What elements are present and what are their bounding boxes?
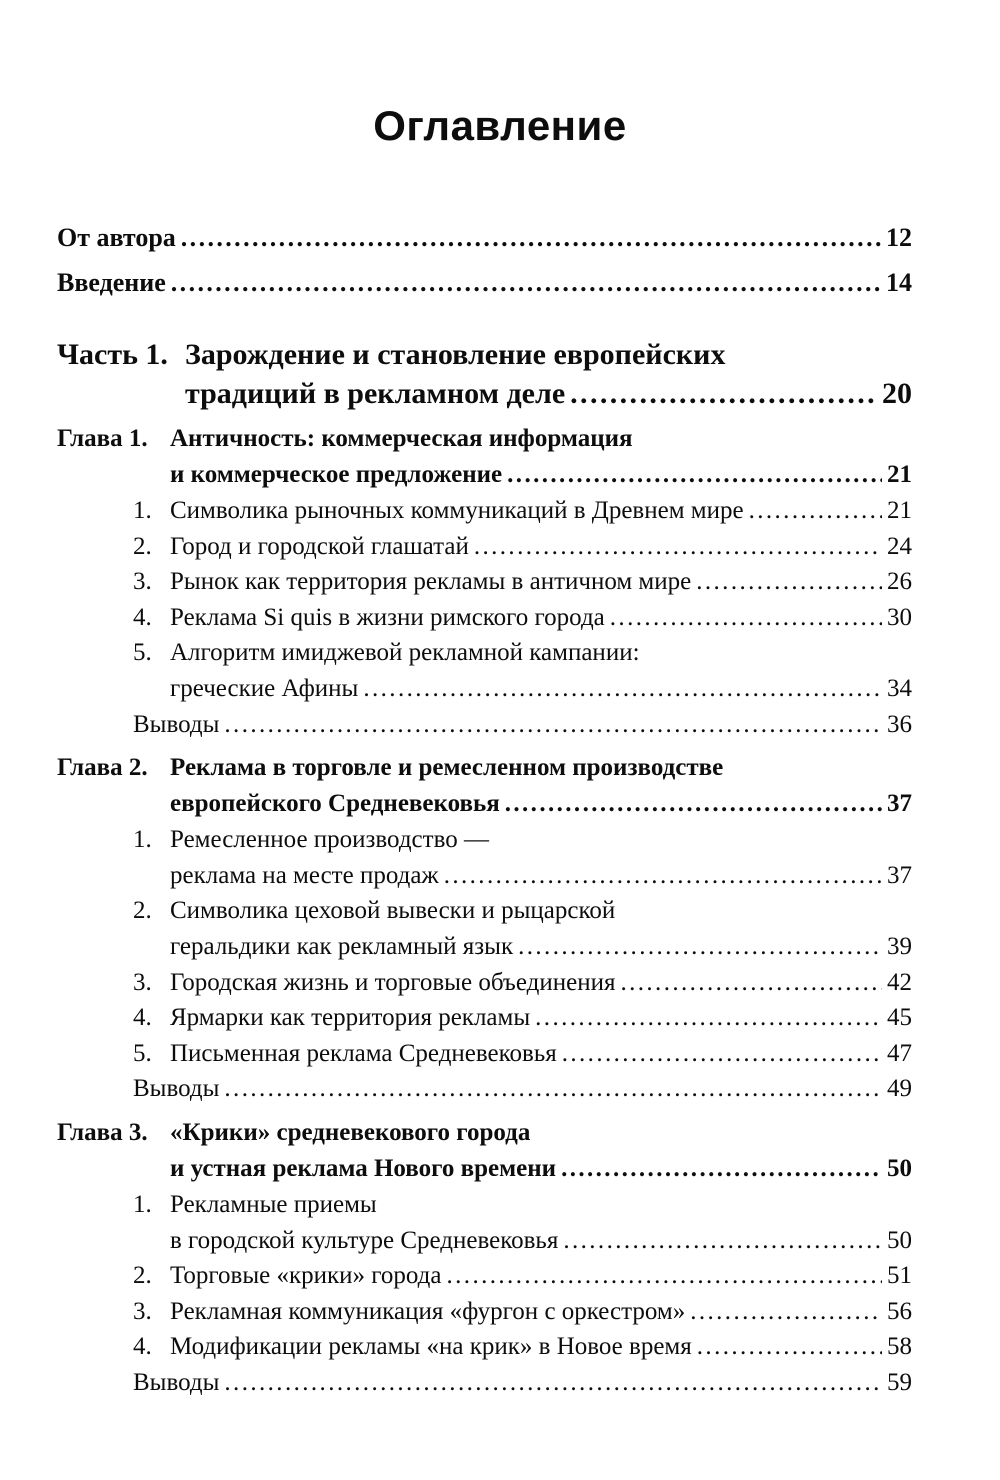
entry-title-line: Реклама в торговле и ремесленном производстве — [170, 754, 724, 782]
toc-entry-front — [57, 220, 912, 256]
entry-content — [170, 1187, 912, 1258]
entry-content — [170, 529, 912, 565]
entry-label: 5. — [133, 639, 152, 667]
dot-leader — [224, 707, 882, 743]
entry-title-line — [133, 1365, 912, 1401]
toc-entry-item — [57, 493, 912, 529]
entry-label: 4. — [133, 1333, 152, 1361]
entry-content — [133, 1071, 912, 1107]
page-number: 56 — [887, 1297, 912, 1325]
entry-content — [170, 635, 912, 706]
entry-title-line — [170, 929, 912, 965]
entry-title: Городская жизнь и торговые объединения — [170, 968, 616, 996]
toc-entry-item — [57, 564, 912, 600]
toc-entry-item — [57, 529, 912, 565]
entry-label: 4. — [133, 1004, 152, 1032]
dot-leader — [620, 965, 882, 1001]
entry-title: Ярмарки как территория рекламы — [170, 1004, 531, 1032]
page-number: 59 — [887, 1368, 912, 1396]
page-number: 34 — [887, 674, 912, 702]
dot-leader — [444, 858, 882, 894]
dot-leader — [181, 220, 881, 256]
dot-leader — [224, 1365, 882, 1401]
entry-label: 1. — [133, 1190, 152, 1218]
page-number: 26 — [887, 568, 912, 596]
entry-title-line — [170, 786, 912, 822]
entry-content — [170, 1294, 912, 1330]
dot-leader — [610, 600, 882, 636]
entry-title-line — [170, 564, 912, 600]
dot-leader — [447, 1258, 883, 1294]
entry-title-line — [170, 965, 912, 1001]
entry-title: европейского Средневековья — [170, 790, 500, 818]
entry-title-line: Символика цеховой вывески и рыцарской — [170, 897, 616, 925]
toc-entry-conclusion — [57, 1071, 912, 1107]
entry-label: Глава 3. — [57, 1118, 148, 1146]
entry-title: традиций в рекламном деле — [185, 377, 566, 410]
toc-entry-item — [57, 1000, 912, 1036]
entry-label: 1. — [133, 826, 152, 854]
entry-title: Выводы — [133, 710, 220, 738]
entry-title: Выводы — [133, 1368, 220, 1396]
entry-title-line: Рекламные приемы — [170, 1190, 377, 1218]
page-number: 14 — [886, 268, 912, 297]
toc-entry-chapter — [57, 421, 912, 493]
entry-content — [57, 265, 912, 301]
page-number: 45 — [887, 1004, 912, 1032]
entry-title-line — [170, 529, 912, 565]
entry-title-line: Ремесленное производство — — [170, 826, 489, 854]
entry-title: геральдики как рекламный язык — [170, 932, 514, 960]
page-number: 47 — [887, 1039, 912, 1067]
entry-content — [185, 335, 912, 413]
toc-entry-item — [57, 1329, 912, 1365]
entry-title-line — [57, 265, 912, 301]
page-number: 37 — [887, 861, 912, 889]
entry-content — [133, 707, 912, 743]
entry-label: 3. — [133, 568, 152, 596]
dot-leader — [505, 786, 882, 822]
entry-label: 4. — [133, 603, 152, 631]
entry-content — [170, 893, 912, 964]
dot-leader — [518, 929, 882, 965]
entry-content — [170, 965, 912, 1001]
entry-content — [170, 1036, 912, 1072]
dot-leader — [363, 671, 882, 707]
entry-title-line — [133, 1071, 912, 1107]
entry-title: и коммерческое предложение — [170, 461, 503, 488]
toc-entry-conclusion — [57, 1365, 912, 1401]
entry-title-line — [170, 1036, 912, 1072]
dot-leader — [563, 1223, 882, 1259]
toc-entry-item — [57, 965, 912, 1001]
toc-entry-chapter — [57, 750, 912, 822]
page-number: 49 — [887, 1075, 912, 1103]
toc-entry-item — [57, 1294, 912, 1330]
entry-title-line — [170, 600, 912, 636]
dot-leader — [690, 1294, 882, 1330]
entry-title-line — [133, 707, 912, 743]
entry-title: Символика рыночных коммуникаций в Древнем мире — [170, 497, 744, 524]
entry-title-line — [170, 457, 912, 493]
entry-title: Модификации рекламы «на крик» в Новое время — [170, 1333, 692, 1361]
dot-leader — [561, 1151, 882, 1187]
page-number: 36 — [887, 710, 912, 738]
dot-leader — [697, 1329, 882, 1365]
toc-entry-item — [57, 635, 912, 706]
toc-entry-item — [57, 822, 912, 893]
entry-label: 2. — [133, 897, 152, 925]
entry-label: 1. — [133, 497, 152, 524]
entry-title-line: Античность: коммерческая информация — [170, 425, 633, 452]
entry-title-line — [170, 1223, 912, 1259]
entry-label: 2. — [133, 1262, 152, 1290]
entry-content — [170, 1115, 912, 1187]
page-number: 12 — [886, 223, 912, 252]
entry-label: 5. — [133, 1039, 152, 1067]
entry-title: Рекламная коммуникация «фургон с оркестром» — [170, 1297, 686, 1325]
entry-title-line — [170, 1151, 912, 1187]
entry-label: 3. — [133, 968, 152, 996]
dot-leader — [171, 265, 881, 301]
entry-label: Глава 1. — [57, 425, 148, 452]
entry-title: Введение — [57, 268, 166, 297]
entry-content — [170, 1258, 912, 1294]
dot-leader — [474, 529, 882, 565]
page-number: 24 — [887, 532, 912, 560]
entry-title-line — [170, 671, 912, 707]
toc-entry-conclusion — [57, 707, 912, 743]
dot-leader — [535, 1000, 882, 1036]
page-number: 21 — [887, 497, 912, 524]
entry-title: Город и городской глашатай — [170, 532, 469, 560]
dot-leader — [562, 1036, 882, 1072]
entry-title: и устная реклама Нового времени — [170, 1154, 557, 1182]
entry-title: Реклама Si quis в жизни римского города — [170, 603, 605, 631]
toc-entry-item — [57, 893, 912, 964]
dot-leader — [570, 374, 877, 413]
page-title: Оглавление — [373, 102, 627, 149]
entry-content — [170, 1329, 912, 1365]
entry-title-line — [170, 1294, 912, 1330]
entry-title: Рынок как территория рекламы в античном мире — [170, 568, 692, 596]
toc-entry-item — [57, 1187, 912, 1258]
entry-title: Торговые «крики» города — [170, 1262, 442, 1290]
page-number: 39 — [887, 932, 912, 960]
entry-content — [170, 493, 912, 529]
entry-content — [170, 822, 912, 893]
entry-title-line: Алгоритм имиджевой рекламной кампании: — [170, 639, 640, 667]
entry-label: 2. — [133, 532, 152, 560]
entry-title: в городской культуре Средневековья — [170, 1226, 559, 1254]
page-number: 58 — [887, 1333, 912, 1361]
entry-content — [170, 1000, 912, 1036]
entry-title-line: «Крики» средневекового города — [170, 1118, 531, 1146]
entry-title-line — [170, 1000, 912, 1036]
entry-title-line — [185, 374, 912, 413]
entry-content — [170, 750, 912, 822]
entry-label: 3. — [133, 1297, 152, 1325]
toc-entry-item — [57, 1036, 912, 1072]
toc-entry-item — [57, 600, 912, 636]
page-number: 42 — [887, 968, 912, 996]
entry-title-line — [57, 220, 912, 256]
toc-entry-chapter — [57, 1115, 912, 1187]
toc-entry-front — [57, 265, 912, 301]
entry-title: греческие Афины — [170, 674, 359, 702]
entry-title: реклама на месте продаж — [170, 861, 439, 889]
entry-content — [170, 600, 912, 636]
dot-leader — [749, 493, 882, 529]
table-of-contents — [57, 220, 912, 1400]
entry-title: От автора — [57, 223, 176, 252]
entry-title: Письменная реклама Средневековья — [170, 1039, 557, 1067]
entry-content — [170, 421, 912, 493]
page-number: 50 — [887, 1226, 912, 1254]
entry-content — [170, 564, 912, 600]
toc-entry-part — [57, 335, 912, 413]
page-number: 51 — [887, 1262, 912, 1290]
entry-label: Глава 2. — [57, 754, 148, 782]
dot-leader — [507, 457, 882, 493]
page-number: 21 — [887, 461, 912, 488]
entry-title-line — [170, 1258, 912, 1294]
entry-content — [57, 220, 912, 256]
toc-entry-item — [57, 1258, 912, 1294]
entry-label: Часть 1. — [57, 338, 168, 371]
entry-title-line — [170, 858, 912, 894]
page-number: 37 — [887, 790, 912, 818]
dot-leader — [696, 564, 882, 600]
entry-title-line — [170, 1329, 912, 1365]
page-number: 30 — [887, 603, 912, 631]
page-number: 50 — [887, 1154, 912, 1182]
entry-content — [133, 1365, 912, 1401]
entry-title-line: Зарождение и становление европейских — [185, 338, 726, 371]
dot-leader — [224, 1071, 882, 1107]
entry-title-line — [170, 493, 912, 529]
page-number: 20 — [882, 377, 912, 410]
entry-title: Выводы — [133, 1075, 220, 1103]
